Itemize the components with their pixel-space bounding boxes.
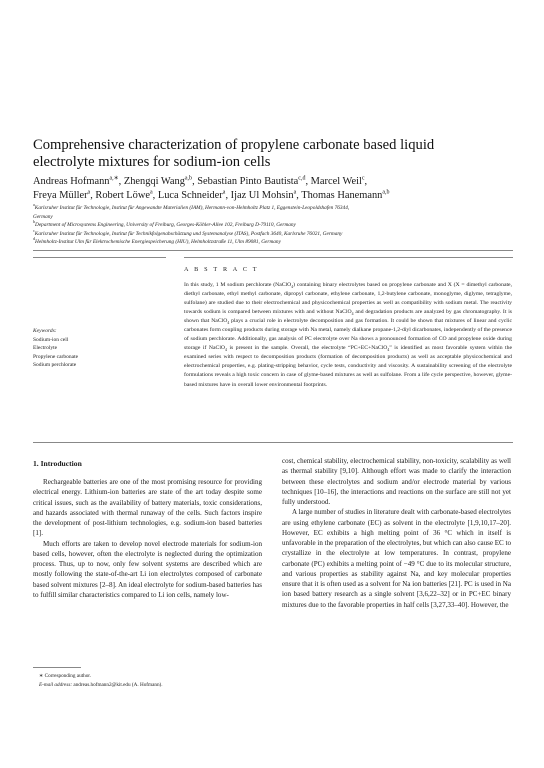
author-name: Freya Müller: [33, 189, 88, 201]
keywords-block: [33, 327, 173, 370]
section-heading: 1. Introduction: [33, 459, 82, 468]
affiliation-mark: a: [33, 202, 35, 208]
author-marks: a: [222, 189, 226, 196]
divider-top: [33, 250, 513, 251]
footnote-email: [33, 681, 262, 690]
affiliation-item: [33, 238, 513, 247]
author-marks: a: [87, 189, 91, 196]
affiliation-mark: d: [33, 236, 35, 242]
author-line-2: Freya Müller$^a$, Robert Löwe$^a$, Luca Schneider$^a$, Ijaz Ul Mohsin$^a$, Thomas Hanemann$^{a,b}$: [33, 189, 390, 201]
body-paragraph: A large number of studies in literature dealt with carbonate-based electrolytes are using ethylene carbonate (EC) as solvent in the electrolyte [1,9,10,17–20]. However, EC exhibits a high melting point of 36 °C which in itself is unfavorable in the preparation of the electrolytes, but which can also cause EC to crystallize in the electrolyte at low temperatures. In contrast, propylene carbonate (PC) exhibits a melting point of −49 °C due to its molecular structure, and various properties as stability against Na, and key molecular properties ensure that it is often used as a solvent for Na ion batteries [21]. PC is used in Na ion based battery research as a single solvent [3,6,22–32] or in PC+EC binary mixtures due to the favorable properties in half cells [3,27,33–40]. However, the: [282, 508, 511, 609]
abstract-heading: A B S T R A C T: [184, 266, 259, 273]
body-paragraph: cost, chemical stability, electrochemical stability, non-toxicity, scalability as well as thermal stability [9,10]. Although effort was made to clarify the interaction between these electrolytes and sodium and/or electrode material by various techniques [10–16], the interactions and reactions on the surface are still not yet fully understood.: [282, 457, 511, 506]
author-name: Thomas Hanemann: [301, 189, 383, 201]
title-line-1: Comprehensive characterization of propylene carbonate based liquid: [33, 137, 435, 153]
author-name: Robert Löwe: [95, 189, 150, 201]
keyword-item: Sodium-ion cell: [33, 336, 69, 343]
abstract-text: In this study, 1 M sodium perchlorate (NaClO$_4$) containing binary electrolytes based on propylene carbonate and X (X = dimethyl carbonate, diethyl carbonate, ethyl methyl carbonate, dipropyl carbonate, ethylene carbonate, 1,2-butylene carbonate, monoglyme, diglyme, tetraglyme, sulfolane) are studied due to their electrochemical and physicochemical properties as well as compatibility with sodium metal. The reactivity towards sodium is compared between mixtures with and without NaClO$_4$ and degradation products are analyzed by gas chromatography. It is shown that NaClO$_4$ plays a crucial role in electrolyte decomposition and gas formation. It could be shown that mixtures of linear and cyclic carbonates form coupling products during storage with Na metal, namely dialkane propane-1,2-diyl dicarbonates, independently of the presence of sodium perchlorate. Additionally, gas analysis of PC electrolyte over Na shows a pronounced formation of CO and propylene oxide during storage if NaClO$_4$ is present in the sample. Overall, the electrolyte “PC+EC+NaClO$_4$” is identified as most favorable system within the examined series with respect to decomposition products (formation of decomposition products) as well as acceptable physicochemical and electrochemical properties, e.g. plating-stripping behavior, cycle tests, conductivity and viscosity. A sustainability screening of the electrolyte formulations reveals a high toxic concern in case of glyme-based mixtures as well as sulfolane. From a life cycle perspective, however, glyme-based mixtures have in overall lower environmental footprints.: [184, 282, 512, 388]
email-link[interactable]: andreas.hofmann2@kit.edu (A. Hofmann).: [73, 681, 163, 688]
keyword-item: Sodium perchlorate: [33, 362, 77, 369]
author-marks: c,d: [298, 175, 306, 182]
email-label: E-mail address:: [39, 681, 73, 688]
divider-bottom: [33, 442, 513, 443]
footnote: [33, 672, 262, 689]
affiliation-mark: b: [33, 219, 35, 225]
affiliation-item-cont: Germany: [33, 213, 53, 220]
author-marks: a: [293, 189, 297, 196]
article-title: [33, 137, 513, 171]
divider-abstract: [184, 257, 513, 258]
affiliation-text: Karlsruher Institut für Technologie, Institut für Angewandte Materialien (IAM), Hermann-von-Helmholtz Platz 1, Eggenstein-Leopoldshafen 76344,: [34, 205, 350, 211]
author-name: Marcel Weil: [310, 176, 362, 187]
keyword-item: Propylene carbonate: [33, 353, 79, 360]
author-marks: a,b: [184, 175, 193, 182]
author-marks: a: [149, 189, 153, 196]
affiliation-text: Karlsruher Institut für Technologie, Institut für Technikfolgenabschätzung und Systemanalyse (ITAS), Postfach 3640, Karlsruhe 76021, Germany: [34, 230, 343, 237]
author-name: Sebastian Pinto Bautista: [197, 176, 299, 187]
body-paragraph: Much efforts are taken to develop novel electrode materials for sodium-ion based cells, however, often the electrolyte is neglected during the optimization process. Thus, up to now, only few solvent systems are described which are mostly following the state-of-the-art Li ion electrolytes composed of carbonate based solvent mixtures [2–8]. An ideal electrolyte for sodium-based batteries has to fulfill similar characteristics compared to Li ion cells, namely low-: [33, 539, 262, 599]
affiliation-text: Helmholtz-Institut Ulm für Elektrochemische Energiespeicherung (HIU), Helmholtzstraße 11, Ulm 89081, Germany: [35, 239, 281, 246]
body-column-right: [282, 456, 511, 610]
author-name: Luca Schneider: [157, 189, 223, 201]
affiliation-mark: c: [33, 228, 35, 234]
body-column-left: [33, 477, 262, 600]
author-line-1: Andreas Hofmann$^{a,∗}$, Zhengqi Wang$^{a,b}$, Sebastian Pinto Bautista$^{c,d}$, Marcel Weil$^c$,: [33, 175, 368, 187]
affiliation-item: [33, 230, 513, 239]
author-list: [33, 175, 513, 202]
author-name: Andreas Hofmann: [33, 176, 110, 187]
affiliation-item: [33, 204, 513, 213]
body-paragraph: Rechargeable batteries are one of the most promising resource for providing electrical energy. Lithium-ion batteries are state of the art today despite some critical issues, such as the availability of battery materials, toxic considerations, and hazards associated with thermal runaway of the cells. Such factors inspire the development of post-lithium technologies, e.g. sodium-ion based batteries [1].: [33, 478, 262, 538]
author-marks: a,b: [382, 189, 390, 196]
author-name: Ijaz Ul Mohsin: [230, 189, 294, 201]
footnote-corresponding: ∗ Corresponding author.: [39, 673, 92, 679]
author-name: Zhengqi Wang: [123, 176, 185, 187]
author-marks: a,∗: [109, 175, 119, 182]
title-line-2: electrolyte mixtures for sodium-ion cells: [33, 154, 271, 170]
footnote-rule: [33, 667, 81, 668]
affiliation-text: Department of Microsystems Engineering, University of Freiburg, Georges-Köhler-Allee 102, Freiburg D-79110, Germany: [35, 222, 296, 229]
divider-keywords: [33, 257, 166, 258]
affiliation-list: [33, 204, 513, 247]
keywords-label: Keywords:: [33, 328, 57, 334]
author-marks: c: [361, 175, 365, 182]
keyword-item: Electrolyte: [33, 345, 58, 352]
affiliation-item: [33, 221, 513, 230]
